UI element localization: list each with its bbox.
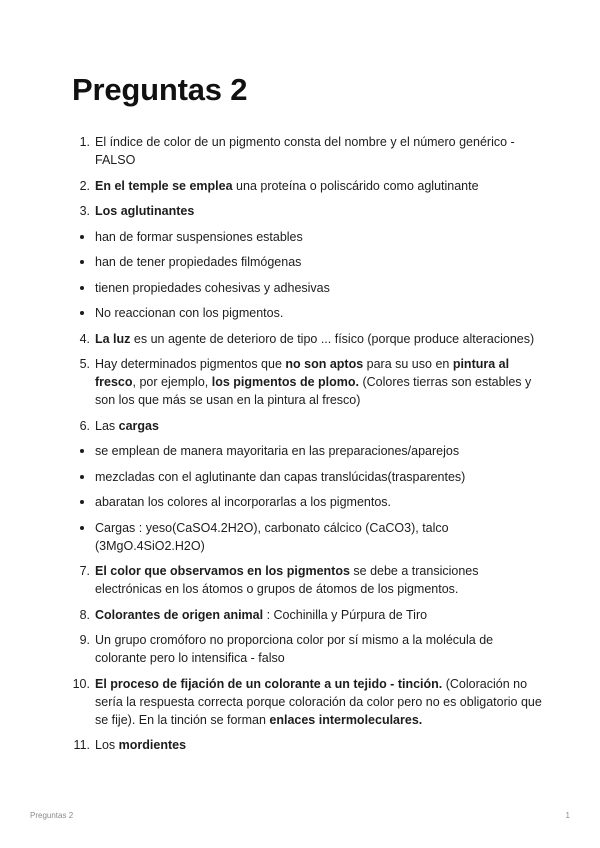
- text-run: Hay determinados pigmentos que: [95, 357, 286, 371]
- text-run: han de formar suspensiones estables: [95, 229, 303, 244]
- footer-document-title: Preguntas 2: [30, 811, 74, 820]
- text-run: Cargas : yeso(CaSO4.2H2O), carbonato cálcico (CaCO3), talco (3MgO.4SiO2.H2O): [95, 520, 449, 553]
- item-number: 4.: [79, 331, 90, 346]
- bold-text: cargas: [118, 418, 159, 433]
- numbered-item: [72, 133, 542, 169]
- footer-page-number: 1: [565, 811, 570, 820]
- numbered-item: [72, 631, 542, 667]
- item-number: 2.: [79, 178, 90, 193]
- item-text: [95, 633, 493, 665]
- numbered-item: [72, 202, 542, 220]
- bold-text: pintura al fresco: [95, 357, 510, 389]
- item-number: 8.: [79, 607, 90, 622]
- text-run: se debe a transiciones electrónicas en los átomos o grupos de átomos de los pigmentos.: [95, 564, 479, 596]
- numbered-item: [72, 736, 542, 754]
- bullet-item: [72, 304, 542, 322]
- numbered-item: [72, 675, 542, 729]
- text-run: El índice de color de un pigmento consta del nombre y el número genérico - FALSO: [95, 135, 515, 167]
- item-text: [95, 204, 194, 218]
- bullet-item: [72, 442, 542, 460]
- numbered-item: [72, 330, 542, 348]
- text-run: se emplean de manera mayoritaria en las preparaciones/aparejos: [95, 444, 460, 458]
- text-run: Un grupo cromóforo no proporciona color por sí mismo a la molécula de colorante pero lo intensifica - falso: [95, 633, 494, 665]
- item-text: [95, 564, 478, 596]
- numbered-item: [72, 562, 542, 598]
- numbered-item: [72, 417, 542, 435]
- item-text: [95, 608, 427, 622]
- bullet-item: [72, 493, 542, 511]
- text-run: es un agente de deterioro de tipo ... físico (porque produce alteraciones): [130, 331, 535, 346]
- item-text: [95, 281, 330, 295]
- bullet-dot-icon: [80, 311, 84, 315]
- text-run: mezcladas con el aglutinante dan capas translúcidas(trasparentes): [95, 469, 466, 484]
- item-number: 11.: [73, 738, 90, 752]
- text-run: han de tener propiedades filmógenas: [95, 255, 302, 269]
- bold-text: Colorantes de origen animal: [95, 607, 264, 622]
- bullet-item: [72, 468, 542, 486]
- bullet-item: [72, 519, 542, 555]
- text-run: No reaccionan con los pigmentos.: [95, 306, 284, 320]
- text-run: Los: [95, 738, 119, 752]
- item-text: [95, 495, 391, 509]
- item-text: [95, 306, 283, 320]
- item-number: 9.: [79, 633, 90, 647]
- bullet-item: [72, 253, 542, 271]
- bullet-item: [72, 279, 542, 297]
- item-number: 7.: [79, 564, 90, 578]
- item-text: [95, 230, 303, 244]
- bullet-item: [72, 228, 542, 246]
- text-run: : Cochinilla y Púrpura de Tiro: [263, 607, 428, 622]
- bold-text: El color que observamos en los pigmentos: [95, 564, 350, 578]
- bold-text: enlaces intermoleculares.: [269, 712, 423, 727]
- text-run: una proteína o poliscárido como aglutinante: [232, 178, 479, 193]
- item-text: [95, 738, 186, 752]
- bullet-dot-icon: [80, 449, 84, 453]
- page-footer: [30, 811, 570, 820]
- item-text: [95, 677, 542, 727]
- text-run: tienen propiedades cohesivas y adhesivas: [95, 280, 330, 295]
- item-text: [95, 521, 449, 553]
- bold-text: Los aglutinantes: [95, 204, 195, 218]
- item-text: [95, 255, 301, 269]
- bold-text: mordientes: [118, 738, 187, 752]
- item-text: [95, 332, 534, 346]
- bold-text: los pigmentos de plomo.: [211, 375, 359, 389]
- item-number: 3.: [79, 204, 90, 218]
- item-text: [95, 444, 459, 458]
- numbered-item: [72, 606, 542, 624]
- text-run: Las: [95, 418, 119, 433]
- bold-text: En el temple se emplea: [95, 178, 233, 193]
- item-text: [95, 419, 159, 433]
- item-text: [95, 470, 465, 484]
- bullet-dot-icon: [80, 500, 84, 504]
- bold-text: no son aptos: [285, 357, 364, 371]
- item-number: 10.: [72, 676, 90, 691]
- text-run: (Coloración no sería la respuesta correcta porque coloración da color pero no es obligatorio que se fije). En la tinción se forman: [95, 676, 542, 727]
- bullet-dot-icon: [80, 286, 84, 290]
- item-text: [95, 179, 479, 193]
- question-list: [72, 133, 542, 762]
- text-run: abaratan los colores al incorporarlas a los pigmentos.: [95, 495, 391, 509]
- bullet-dot-icon: [80, 235, 84, 239]
- bold-text: El proceso de fijación de un colorante a un tejido - tinción.: [95, 676, 443, 691]
- bullet-dot-icon: [80, 260, 84, 264]
- numbered-item: [72, 177, 542, 195]
- bullet-dot-icon: [80, 526, 84, 530]
- text-run: , por ejemplo,: [132, 375, 212, 389]
- item-number: 6.: [79, 418, 90, 433]
- text-run: para su uso en: [363, 357, 453, 371]
- text-run: (Colores tierras son estables y son los que más se usan en la pintura al fresco): [95, 375, 532, 407]
- item-number: 5.: [79, 357, 90, 371]
- numbered-item: [72, 355, 542, 409]
- item-text: [95, 357, 531, 407]
- item-number: 1.: [79, 135, 90, 149]
- item-text: [95, 135, 515, 167]
- bold-text: La luz: [95, 331, 131, 346]
- bullet-dot-icon: [80, 475, 84, 479]
- page-title: Preguntas 2: [72, 72, 248, 107]
